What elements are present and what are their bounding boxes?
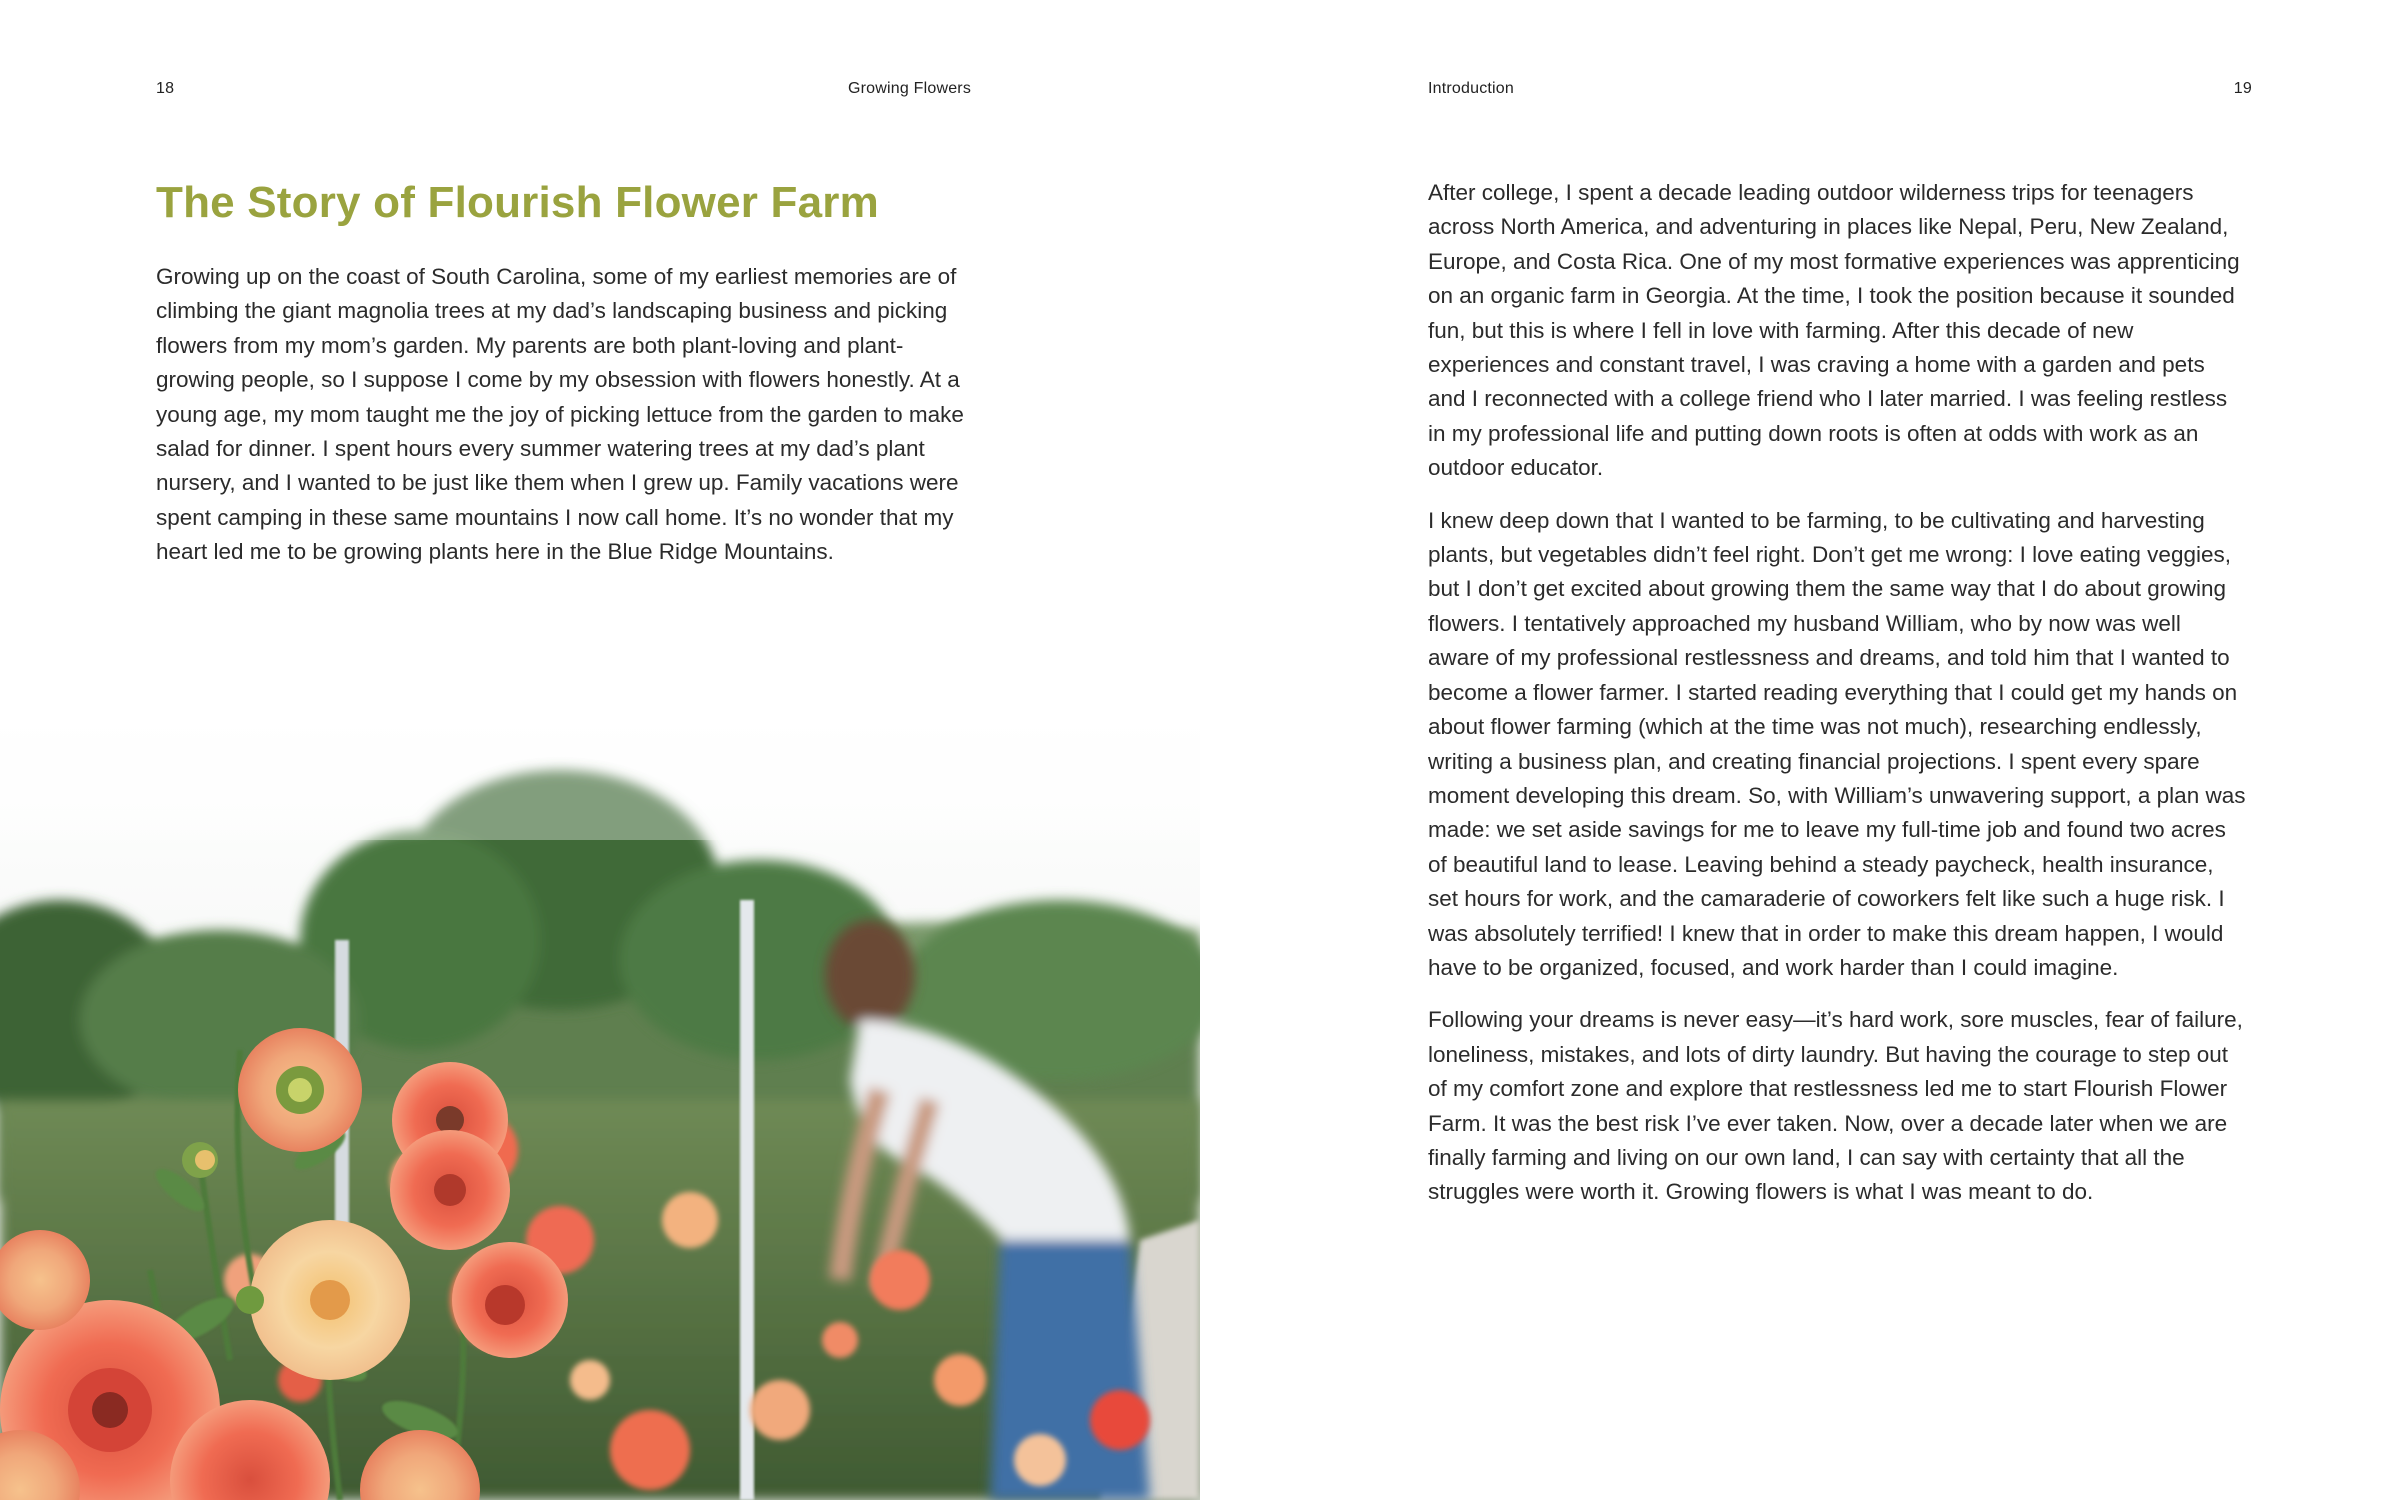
right-page bbox=[1200, 0, 2400, 1500]
page-number-left: 18 bbox=[156, 80, 175, 97]
flower-farm-photo bbox=[0, 720, 1200, 1500]
page-number-right: 19 bbox=[2233, 80, 2252, 97]
right-paragraph-1: After college, I spent a decade leading outdoor wilderness trips for teenagers across North America, and adventuring in places like Nepal, Peru, New Zealand, Europe, and Costa Rica. One of my most formative experiences was apprenticing on an organic farm in Georgia. At the time, I took the position because it sounded fun, but this is where I fell in love with farming. After this decade of new experiences and constant travel, I was craving a home with a garden and pets and I reconnected with a college friend who I later married. I was feeling restless in my professional life and putting down roots is often at odds with work as an outdoor educator. bbox=[1428, 180, 2240, 481]
right-body-text bbox=[1428, 176, 2248, 1228]
right-paragraph-2: I knew deep down that I wanted to be farming, to be cultivating and harvesting plants, but vegetables didn’t feel right. Don’t get me wrong: I love eating veggies, but I don’t get excited about growing them the same way that I do about growing flowers. I tentatively approached my husband William, who by now was well aware of my professional restlessness and dreams, and told him that I wanted to become a flower farmer. I started reading everything that I could get my hands on about flower farming (which at the time was not much), researching endlessly, writing a business plan, and creating financial projections. I spent every spare moment developing this dream. So, with William’s unwavering support, a plan was made: we set aside savings for me to leave my full-time job and found two acres of beautiful land to lease. Leaving behind a steady paycheck, health insurance, set hours for work, and the camaraderie of coworkers felt like such a huge risk. I was absolutely terrified! I knew that in order to make this dream happen, I would have to be organized, focused, and work harder than I could imagine. bbox=[1428, 507, 2246, 980]
right-paragraph-3: Following your dreams is never easy—it’s hard work, sore muscles, fear of failure, loneliness, mistakes, and lots of dirty laundry. But having the courage to step out of my comfort zone and explore that restlessness led me to start Flourish Flower Farm. It was the best risk I’ve ever taken. Now, over a decade later when we are finally farming and living on our own land, I can say with certainty that all the struggles were worth it. Growing flowers is what I was meant to do. bbox=[1428, 1007, 2243, 1205]
running-head-left: Growing Flowers bbox=[848, 80, 972, 97]
running-head-right: Introduction bbox=[1428, 80, 1515, 97]
left-body-text bbox=[156, 260, 976, 570]
left-paragraph: Growing up on the coast of South Carolina, some of my earliest memories are of climbing the giant magnolia trees at my dad’s landscaping business and picking flowers from my mom’s garden. My parents are both plant-loving and plant-growing people, so I suppose I come by my obsession with flowers honestly. At a young age, my mom taught me the joy of picking lettuce from the garden to make salad for dinner. I spent hours every summer watering trees at my dad’s plant nursery, and I wanted to be just like them when I grew up. Family vacations were spent camping in these same mountains I now call home. It’s no wonder that my heart led me to be growing plants here in the Blue Ridge Mountains. bbox=[156, 264, 964, 565]
chapter-title: The Story of Flourish Flower Farm bbox=[156, 178, 879, 227]
